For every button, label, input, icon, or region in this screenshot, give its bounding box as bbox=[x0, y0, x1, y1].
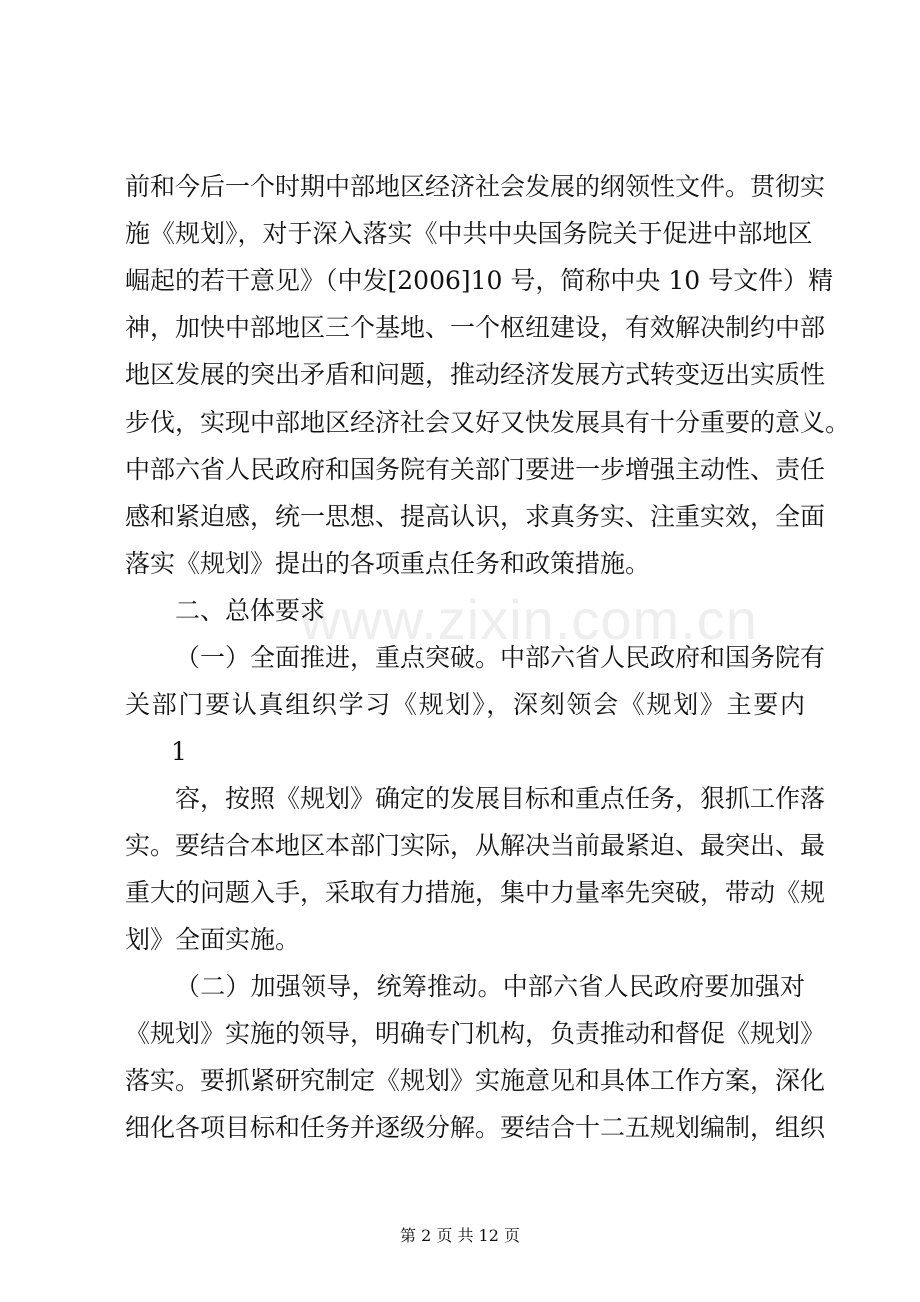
body-text-line: 划》全面实施。 bbox=[125, 925, 301, 954]
body-text-line: （二）加强领导，统筹推动。中部六省人民政府要加强对 bbox=[175, 972, 805, 1001]
body-text-line: 神，加快中部地区三个基地、一个枢纽建设，有效解决制约中部 bbox=[125, 313, 826, 342]
body-text-line: 落实《规划》提出的各项重点任务和政策措施。 bbox=[125, 549, 651, 578]
body-text-line: 实。要结合本地区本部门实际，从解决当前最紧迫、最突出、最 bbox=[125, 831, 826, 860]
body-text-line: 落实。要抓紧研究制定《规划》实施意见和具体工作方案，深化 bbox=[125, 1066, 826, 1095]
body-text-line: 《规划》实施的领导，明确专门机构，负责推动和督促《规划》 bbox=[125, 1019, 826, 1048]
watermark: www.zixin.com.cn bbox=[300, 588, 758, 651]
section-heading: 二、总体要求 bbox=[175, 596, 326, 625]
body-text-line: 中部六省人民政府和国务院有关部门要进一步增强主动性、责任 bbox=[125, 455, 826, 484]
body-text-line: 步伐，实现中部地区经济社会又好又快发展具有十分重要的意义。 bbox=[125, 408, 851, 437]
body-text-line: 崛起的若干意见》（中发[2006]10 号，简称中央 10 号文件）精 bbox=[125, 266, 834, 295]
page-footer: 第 2 页 共 12 页 bbox=[400, 1226, 520, 1245]
body-text-line: 地区发展的突出矛盾和问题，推动经济发展方式转变迈出实质性 bbox=[125, 360, 826, 389]
body-text-line: 施《规划》，对于深入落实《中共中央国务院关于促进中部地区 bbox=[125, 219, 813, 248]
body-text-line: （一）全面推进，重点突破。中部六省人民政府和国务院有 bbox=[175, 643, 826, 672]
body-text-line: 关部门要认真组织学习《规划》，深刻领会《规划》主要内 bbox=[125, 690, 805, 719]
body-text-line: 感和紧迫感，统一思想、提高认识，求真务实、注重实效，全面 bbox=[125, 502, 826, 531]
body-text-line: 重大的问题入手，采取有力措施，集中力量率先突破，带动《规 bbox=[125, 878, 826, 907]
page-number-marker: 1 bbox=[171, 737, 187, 766]
body-text-line: 细化各项目标和任务并逐级分解。要结合十二五规划编制，组织 bbox=[125, 1113, 826, 1142]
body-text-line: 前和今后一个时期中部地区经济社会发展的纲领性文件。贯彻实 bbox=[125, 172, 826, 201]
body-text-line: 容，按照《规划》确定的发展目标和重点任务，狠抓工作落 bbox=[175, 784, 826, 813]
